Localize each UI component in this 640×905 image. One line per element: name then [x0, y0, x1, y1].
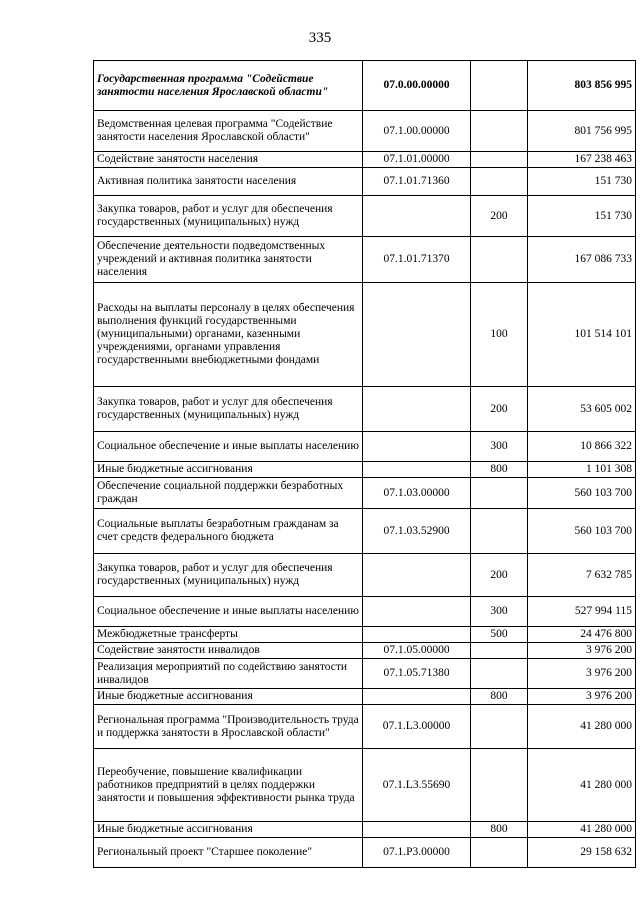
- row-type-cell: 300: [471, 432, 528, 462]
- table-row: [94, 659, 636, 689]
- row-code-cell: 07.1.00.00000: [363, 111, 471, 152]
- table-row: [94, 462, 636, 478]
- row-type-cell: [471, 237, 528, 283]
- row-type-cell: 300: [471, 597, 528, 627]
- row-name-cell: Государственная программа "Содействие занятости населения Ярославской области": [94, 61, 363, 111]
- row-amount-cell: 167 086 733: [528, 237, 636, 283]
- row-code-cell: [363, 432, 471, 462]
- row-code-cell: [363, 822, 471, 838]
- row-amount-cell: 151 730: [528, 196, 636, 237]
- row-type-cell: 200: [471, 387, 528, 432]
- budget-table: [93, 60, 636, 868]
- row-code-cell: [363, 554, 471, 597]
- row-name-cell: Региональный проект "Старшее поколение": [94, 838, 363, 868]
- row-code-cell: 07.0.00.00000: [363, 61, 471, 111]
- row-name-cell: Реализация мероприятий по содействию занятости инвалидов: [94, 659, 363, 689]
- row-amount-cell: 41 280 000: [528, 705, 636, 749]
- row-amount-cell: 3 976 200: [528, 689, 636, 705]
- row-code-cell: 07.1.03.52900: [363, 509, 471, 554]
- table-row: [94, 111, 636, 152]
- row-type-cell: [471, 659, 528, 689]
- row-type-cell: [471, 838, 528, 868]
- row-type-cell: [471, 705, 528, 749]
- row-code-cell: [363, 196, 471, 237]
- row-name-cell: Переобучение, повышение квалификации работников предприятий в целях поддержки занятости и повышения эффективности рынка труда: [94, 749, 363, 822]
- row-type-cell: 100: [471, 283, 528, 387]
- row-code-cell: [363, 387, 471, 432]
- row-amount-cell: 1 101 308: [528, 462, 636, 478]
- row-amount-cell: 24 476 800: [528, 627, 636, 643]
- row-type-cell: [471, 61, 528, 111]
- row-amount-cell: 53 605 002: [528, 387, 636, 432]
- row-code-cell: [363, 462, 471, 478]
- row-name-cell: Активная политика занятости населения: [94, 168, 363, 196]
- row-code-cell: 07.1.01.71370: [363, 237, 471, 283]
- row-amount-cell: 3 976 200: [528, 643, 636, 659]
- row-code-cell: 07.1.P3.00000: [363, 838, 471, 868]
- row-name-cell: Межбюджетные трансферты: [94, 627, 363, 643]
- row-amount-cell: 803 856 995: [528, 61, 636, 111]
- row-type-cell: 800: [471, 689, 528, 705]
- row-amount-cell: 527 994 115: [528, 597, 636, 627]
- row-code-cell: [363, 283, 471, 387]
- row-amount-cell: 560 103 700: [528, 509, 636, 554]
- table-row: [94, 152, 636, 168]
- row-type-cell: [471, 478, 528, 509]
- table-row: [94, 627, 636, 643]
- row-code-cell: [363, 597, 471, 627]
- row-amount-cell: 151 730: [528, 168, 636, 196]
- row-amount-cell: 801 756 995: [528, 111, 636, 152]
- row-amount-cell: 167 238 463: [528, 152, 636, 168]
- row-type-cell: [471, 749, 528, 822]
- row-code-cell: 07.1.L3.00000: [363, 705, 471, 749]
- table-row: [94, 554, 636, 597]
- row-name-cell: Закупка товаров, работ и услуг для обеспечения государственных (муниципальных) нужд: [94, 196, 363, 237]
- row-type-cell: 500: [471, 627, 528, 643]
- row-type-cell: 200: [471, 196, 528, 237]
- row-type-cell: 800: [471, 462, 528, 478]
- row-code-cell: 07.1.03.00000: [363, 478, 471, 509]
- row-code-cell: 07.1.01.00000: [363, 152, 471, 168]
- row-code-cell: [363, 689, 471, 705]
- row-type-cell: [471, 643, 528, 659]
- table-row: [94, 168, 636, 196]
- row-type-cell: [471, 509, 528, 554]
- table-row: [94, 237, 636, 283]
- row-name-cell: Содействие занятости инвалидов: [94, 643, 363, 659]
- row-name-cell: Обеспечение социальной поддержки безработных граждан: [94, 478, 363, 509]
- row-amount-cell: 101 514 101: [528, 283, 636, 387]
- row-name-cell: Социальные выплаты безработным гражданам за счет средств федерального бюджета: [94, 509, 363, 554]
- table-row: [94, 597, 636, 627]
- row-type-cell: [471, 152, 528, 168]
- row-code-cell: [363, 627, 471, 643]
- table-row: [94, 196, 636, 237]
- row-type-cell: 800: [471, 822, 528, 838]
- page-number: 335: [308, 30, 332, 46]
- row-name-cell: Ведомственная целевая программа "Содействие занятости населения Ярославской области": [94, 111, 363, 152]
- row-name-cell: Социальное обеспечение и иные выплаты населению: [94, 597, 363, 627]
- row-name-cell: Содействие занятости населения: [94, 152, 363, 168]
- row-name-cell: Расходы на выплаты персоналу в целях обеспечения выполнения функций государственными (муниципальными) органами, казенными учреждениями, органами управления государственными внебюджетными фондами: [94, 283, 363, 387]
- row-amount-cell: 10 866 322: [528, 432, 636, 462]
- row-code-cell: 07.1.L3.55690: [363, 749, 471, 822]
- row-name-cell: Закупка товаров, работ и услуг для обеспечения государственных (муниципальных) нужд: [94, 387, 363, 432]
- row-type-cell: 200: [471, 554, 528, 597]
- row-name-cell: Региональная программа "Производительность труда и поддержка занятости в Ярославской области": [94, 705, 363, 749]
- table-row: [94, 509, 636, 554]
- table-row: [94, 283, 636, 387]
- row-amount-cell: 3 976 200: [528, 659, 636, 689]
- row-name-cell: Иные бюджетные ассигнования: [94, 689, 363, 705]
- row-type-cell: [471, 168, 528, 196]
- row-code-cell: 07.1.05.00000: [363, 643, 471, 659]
- row-type-cell: [471, 111, 528, 152]
- row-amount-cell: 7 632 785: [528, 554, 636, 597]
- table-row: [94, 61, 636, 111]
- row-name-cell: Иные бюджетные ассигнования: [94, 462, 363, 478]
- table-row: [94, 387, 636, 432]
- table-row: [94, 838, 636, 868]
- table-row: [94, 689, 636, 705]
- table-row: [94, 432, 636, 462]
- table-row: [94, 643, 636, 659]
- table-row: [94, 822, 636, 838]
- row-name-cell: Закупка товаров, работ и услуг для обеспечения государственных (муниципальных) нужд: [94, 554, 363, 597]
- row-amount-cell: 41 280 000: [528, 749, 636, 822]
- row-amount-cell: 41 280 000: [528, 822, 636, 838]
- row-amount-cell: 29 158 632: [528, 838, 636, 868]
- table-row: [94, 749, 636, 822]
- row-amount-cell: 560 103 700: [528, 478, 636, 509]
- row-name-cell: Обеспечение деятельности подведомственных учреждений и активная политика занятости населения: [94, 237, 363, 283]
- row-code-cell: 07.1.01.71360: [363, 168, 471, 196]
- row-code-cell: 07.1.05.71380: [363, 659, 471, 689]
- row-name-cell: Социальное обеспечение и иные выплаты населению: [94, 432, 363, 462]
- row-name-cell: Иные бюджетные ассигнования: [94, 822, 363, 838]
- table-row: [94, 705, 636, 749]
- table-row: [94, 478, 636, 509]
